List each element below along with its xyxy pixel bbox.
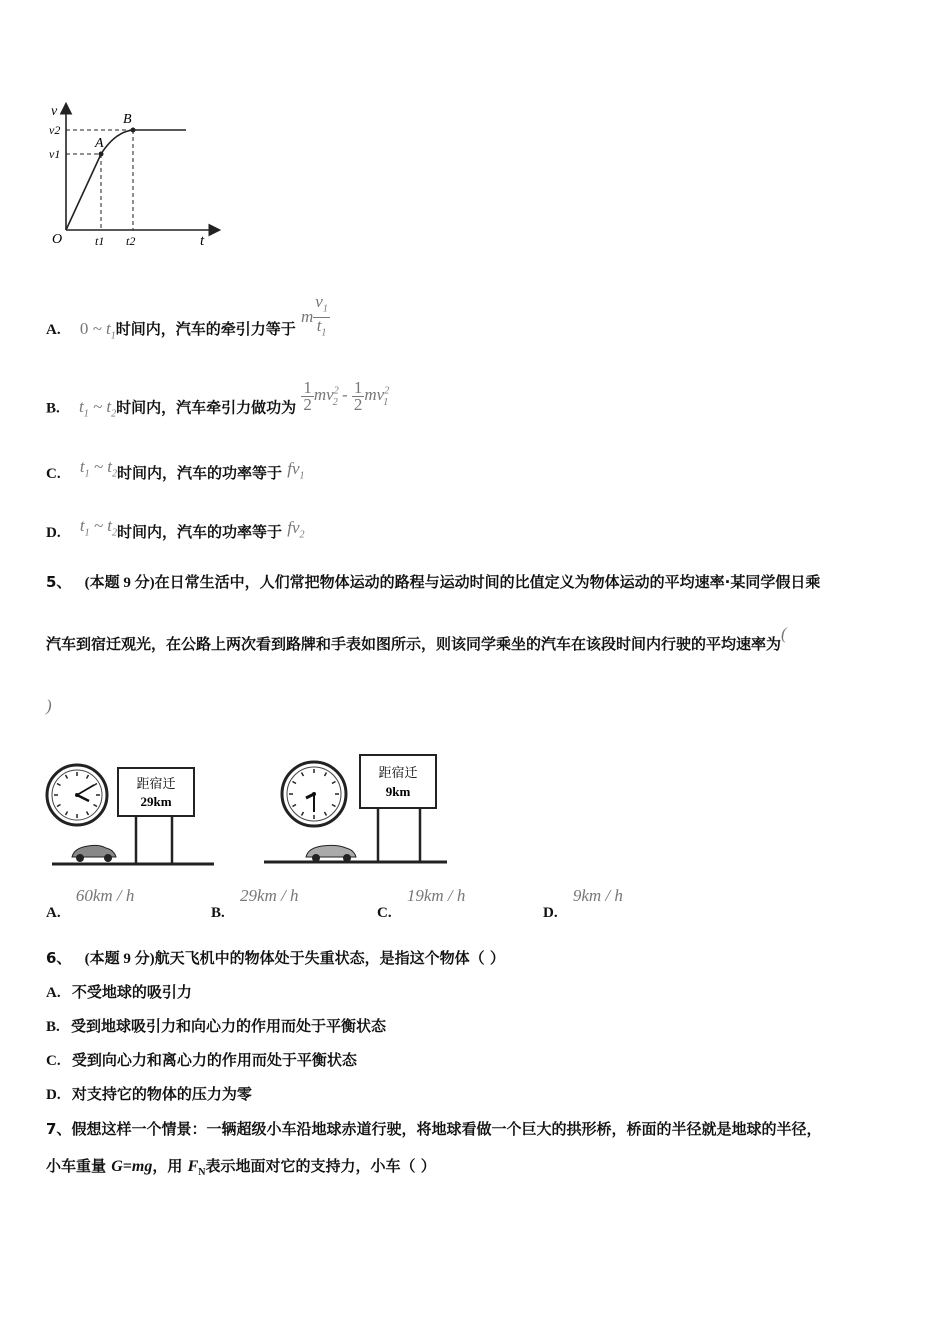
q4-a-expr: m $\frac{v_1}{t_1}$ (301, 292, 328, 339)
road-sign-2 (360, 755, 436, 862)
q5-line1: 5、 (本题 9 分)在日常生活中，人们常把物体运动的路程与运动时间的比值定义为物体运动的平均速率·某同学假日乘 (46, 573, 821, 591)
q7-line2: 小车重量 G=mg，用 $F_N$表示地面对它的支持力，小车（ ） (46, 1157, 436, 1179)
q5-choice-d: D. 9km / h (543, 886, 623, 921)
clock-2 (282, 762, 346, 826)
q5-figure-2 (262, 752, 447, 867)
road-sign-1 (118, 768, 194, 864)
q4-option-b: B. $t_1$ ~ $t_2$时间内，汽车牵引力做功为 $\frac{1}{2}$ $mv^2_2$ - $\frac{1}{2}$ $mv^2_1$ (46, 378, 390, 420)
q4-b-expr: $\frac{1}{2}$ $mv^2_2$ - $\frac{1}{2}$ $mv^2_1$ (303, 378, 390, 414)
q4-d-range: $t_1$ ~ $t_2$ (79, 516, 117, 539)
t-axis-label: t (200, 233, 205, 249)
q4-d-expr: $fv_2$ (287, 518, 305, 541)
vt-curve (66, 130, 186, 230)
v1-label: v1 (49, 147, 61, 161)
vt-graph (40, 95, 230, 255)
sign-1-distance: 29km (140, 794, 172, 809)
q6-option-c: C. 受到向心力和离心力的作用而处于平衡状态 (46, 1051, 357, 1069)
q4-c-expr: $fv_1$ (287, 459, 305, 482)
q6-option-d: D. 对支持它的物体的压力为零 (46, 1085, 252, 1103)
point-b-dot (131, 128, 136, 133)
q5-line2: 汽车到宿迁观光，在公路上两次看到路牌和手表如图所示，则该同学乘坐的汽车在该段时间内行驶的平均速率为( (46, 624, 787, 653)
sign-1-title: 距宿迁 (136, 776, 176, 791)
car-1 (72, 845, 116, 862)
q6-stem: 6、 (本题 9 分)航天飞机中的物体处于失重状态，是指这个物体（ ） (46, 949, 505, 967)
origin-label: O (52, 232, 63, 247)
q6-option-b: B. 受到地球吸引力和向心力的作用而处于平衡状态 (46, 1017, 387, 1035)
point-a-label: A (95, 136, 104, 151)
sign-2-title: 距宿迁 (378, 765, 418, 780)
q5-choice-a: A. 60km / h (46, 886, 135, 921)
q5-choice-c: C. 19km / h (377, 886, 466, 921)
weight-formula: G=mg (111, 1158, 153, 1175)
q4-option-a: A. 0 ~ $t_1$时间内，汽车的牵引力等于 m $\frac{v_1}{t_1}$ (46, 292, 328, 342)
v-axis-label: v (51, 104, 58, 119)
q4-a-range: 0 ~ $t_1$ (79, 318, 116, 342)
q4-b-range: $t_1$ ~ $t_2$ (79, 397, 117, 420)
t1-label: t1 (95, 234, 105, 248)
t2-label: t2 (126, 234, 136, 248)
point-b-label: B (123, 112, 132, 127)
q5-close-paren: ) (46, 696, 52, 715)
car-2 (306, 845, 356, 862)
support-force-symbol: $F_N$ (187, 1158, 206, 1179)
q4-c-range: $t_1$ ~ $t_2$ (79, 457, 117, 480)
q4-option-d: D. $t_1$ ~ $t_2$时间内，汽车的功率等于 $fv_2$ (46, 516, 305, 541)
q5-choice-b: B. 29km / h (211, 886, 299, 921)
sign-2-distance: 9km (385, 784, 411, 799)
q7-line1: 7、假想这样一个情景：一辆超级小车沿地球赤道行驶，将地球看做一个巨大的拱形桥，桥面的半径就是地球的半径， (46, 1120, 822, 1138)
clock-1 (47, 765, 107, 825)
v2-label: v2 (49, 123, 61, 137)
q5-figure-1 (44, 760, 214, 870)
q6-option-a: A. 不受地球的吸引力 (46, 983, 192, 1001)
q4-option-c: C. $t_1$ ~ $t_2$时间内，汽车的功率等于 $fv_1$ (46, 457, 305, 482)
point-a-dot (99, 152, 104, 157)
